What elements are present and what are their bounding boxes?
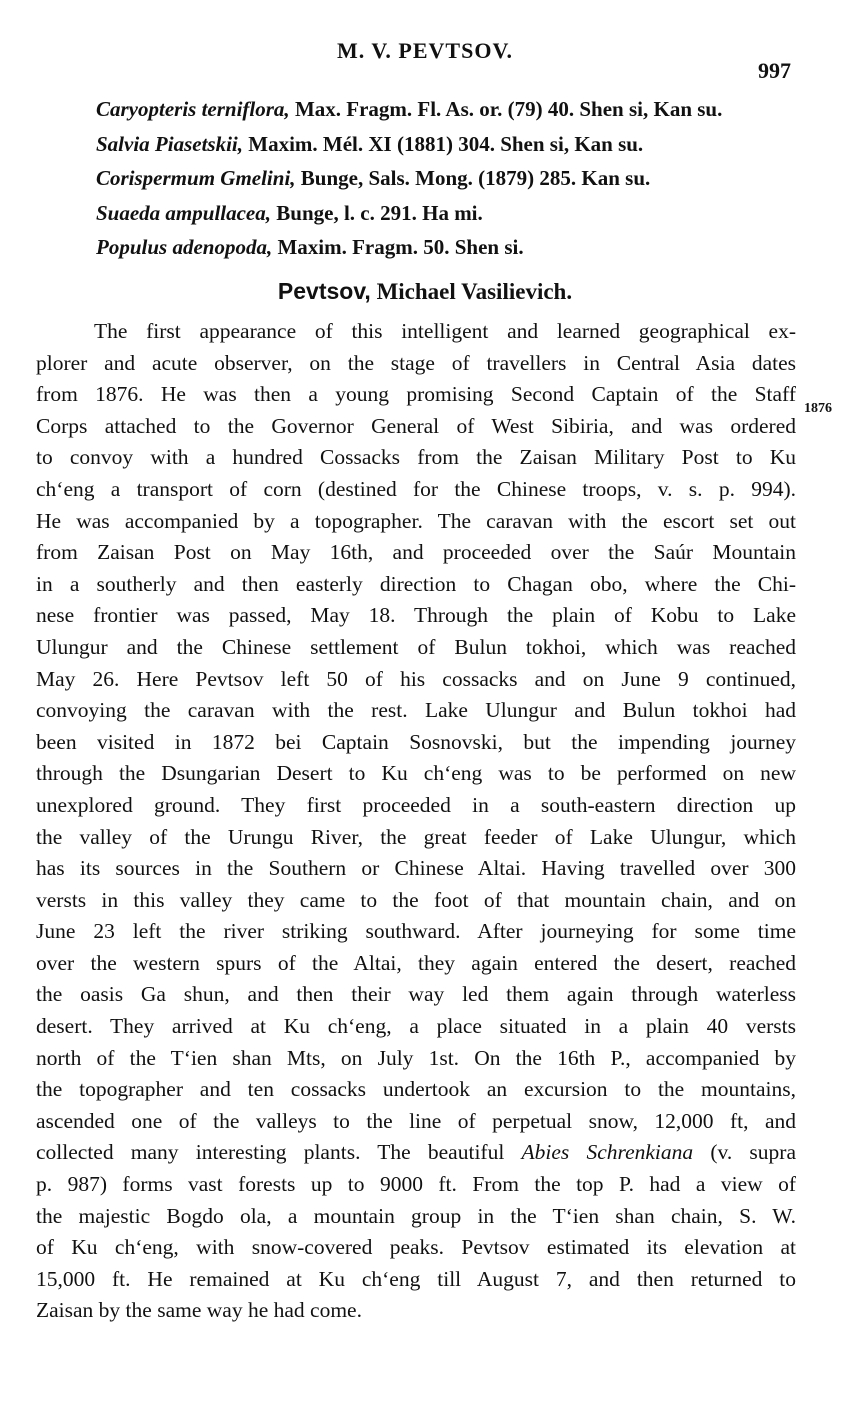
citation-line bbox=[96, 127, 816, 162]
species-name: Abies Schrenkiana bbox=[521, 1140, 694, 1165]
body-line: of Ku chʻeng, with snow-covered peaks. Pevtsov estimated its elevation at bbox=[36, 1235, 796, 1260]
citation-reference: Maxim. Mél. XI (1881) 304. Shen si, Kan su. bbox=[243, 131, 644, 156]
species-name: Suaeda ampullacea, bbox=[96, 200, 272, 225]
citation-line bbox=[96, 161, 816, 196]
body-line: through the Dsungarian Desert to Ku chʻeng was to be performed on new bbox=[36, 761, 796, 786]
body-line: June 23 left the river striking southward. After journeying for some time bbox=[36, 919, 796, 944]
body-line: p. 987) forms vast forests up to 9000 ft. From the top P. had a view of bbox=[36, 1172, 796, 1197]
body-line: over the western spurs of the Altai, they again entered the desert, reached bbox=[36, 950, 796, 975]
body-line: Corps attached to the Governor General of West Sibiria, and was ordered bbox=[36, 413, 796, 438]
body-line: chʻeng a transport of corn (destined for the Chinese troops, v. s. p. 994). bbox=[36, 476, 796, 501]
body-paragraph bbox=[36, 316, 796, 1327]
heading-given-name: Michael Vasilievich. bbox=[370, 279, 573, 304]
body-line: nese frontier was passed, May 18. Through the plain of Kobu to Lake bbox=[36, 603, 796, 628]
body-line: He was accompanied by a topographer. The caravan with the escort set out bbox=[36, 508, 796, 533]
body-line: plorer and acute observer, on the stage of travellers in Central Asia dates bbox=[36, 350, 796, 375]
body-line: unexplored ground. They first proceeded in a south-eastern direction up bbox=[36, 792, 796, 817]
body-line: has its sources in the Southern or Chinese Altai. Having travelled over 300 bbox=[36, 856, 796, 881]
body-line: the majestic Bogdo ola, a mountain group in the Tʻien shan chain, S. W. bbox=[36, 1203, 796, 1228]
body-line: The first appearance of this intelligent and learned geographical ex- bbox=[94, 319, 796, 343]
running-head: M. V. PEVTSOV. bbox=[337, 38, 513, 63]
body-line: collected many interesting plants. The beautiful Abies Schrenkiana (v. supra bbox=[36, 1140, 796, 1165]
body-line: ascended one of the valleys to the line of perpetual snow, 12,000 ft, and bbox=[36, 1108, 796, 1133]
body-line: Zaisan by the same way he had come. bbox=[36, 1298, 362, 1323]
citation-line bbox=[96, 196, 816, 231]
section-heading bbox=[0, 278, 850, 305]
page-number: 997 bbox=[758, 58, 791, 83]
species-name: Salvia Piasetskii, bbox=[96, 131, 243, 156]
body-line: from 1876. He was then a young promising Second Captain of the Staff bbox=[36, 382, 796, 407]
body-line: been visited in 1872 bei Captain Sosnovski, but the impending journey bbox=[36, 729, 796, 754]
body-line: the topographer and ten cossacks undertook an excursion to the mountains, bbox=[36, 1077, 796, 1102]
citation-line bbox=[96, 92, 816, 127]
body-line: in a southerly and then easterly direction to Chagan obo, where the Chi- bbox=[36, 571, 796, 596]
body-line: to convoy with a hundred Cossacks from the Zaisan Military Post to Ku bbox=[36, 445, 796, 470]
species-name: Corispermum Gmelini, bbox=[96, 166, 296, 190]
body-line: convoying the caravan with the rest. Lake Ulungur and Bulun tokhoi had bbox=[36, 698, 796, 723]
margin-year-note: 1876 bbox=[804, 401, 832, 416]
body-line: 15,000 ft. He remained at Ku chʻeng till August 7, and then returned to bbox=[36, 1266, 796, 1291]
species-name: Caryopteris terniflora, bbox=[96, 97, 290, 121]
body-line: the valley of the Urungu River, the great feeder of Lake Ulungur, which bbox=[36, 824, 796, 849]
body-line: Ulungur and the Chinese settlement of Bulun tokhoi, which was reached bbox=[36, 634, 796, 659]
heading-surname: Pevtsov, bbox=[277, 278, 371, 304]
body-line: May 26. Here Pevtsov left 50 of his cossacks and on June 9 continued, bbox=[36, 666, 796, 691]
body-line: the oasis Ga shun, and then their way led them again through waterless bbox=[36, 982, 796, 1007]
body-line: north of the Tʻien shan Mts, on July 1st. On the 16th P., accompanied by bbox=[36, 1045, 796, 1070]
citation-reference: Maxim. Fragm. 50. Shen si. bbox=[272, 235, 524, 259]
citation-line bbox=[96, 230, 816, 265]
citation-reference: Max. Fragm. Fl. As. or. (79) 40. Shen si, Kan su. bbox=[289, 97, 723, 121]
citation-reference: Bunge, Sals. Mong. (1879) 285. Kan su. bbox=[295, 166, 651, 190]
body-line: from Zaisan Post on May 16th, and proceeded over the Saúr Mountain bbox=[36, 540, 796, 565]
body-line: versts in this valley they came to the foot of that mountain chain, and on bbox=[36, 887, 796, 912]
species-name: Populus adenopoda, bbox=[96, 235, 273, 259]
body-line: desert. They arrived at Ku chʻeng, a place situated in a plain 40 versts bbox=[36, 1014, 796, 1039]
citation-reference: Bunge, l. c. 291. Ha mi. bbox=[271, 200, 483, 225]
plant-citation-list bbox=[96, 92, 816, 265]
